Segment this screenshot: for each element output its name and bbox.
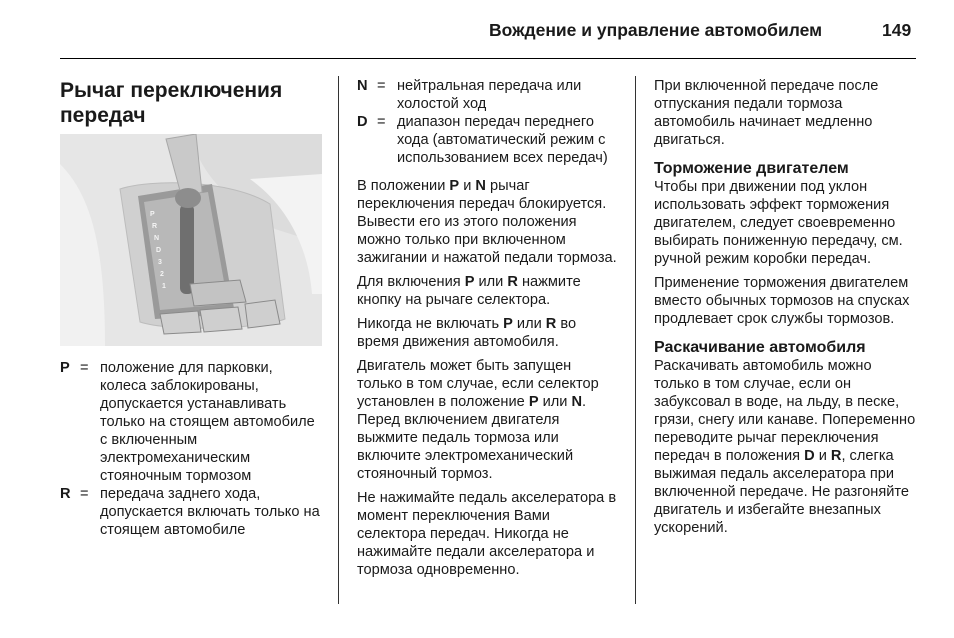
subheading-rocking: Раскачивание автомобиля: [654, 339, 866, 356]
middle-column: [357, 77, 619, 585]
definition-row-p: [60, 359, 322, 485]
paragraph-never: Никогда не включать P или R во время движения автомобиля.: [357, 316, 577, 350]
definition-key: D: [357, 114, 368, 130]
gear-selector-drawing: [60, 134, 322, 346]
running-header-title: Вождение и управление автомобилем: [489, 20, 823, 40]
paragraph-accelerator: Не нажимайте педаль акселератора в момент переключения Вами селектора передач. Никогда не нажимайте педали акселератора и тормоза одновременно.: [357, 490, 617, 578]
definition-text: нейтральная передача или холостой ход: [397, 78, 582, 112]
definition-equals: =: [80, 360, 89, 376]
column-divider-2: [635, 76, 636, 604]
paragraph-rocking: Раскачивать автомобиль можно только в том случае, если он забуксовал в воде, на льду, в песке, грязи, снегу или канаве. Попеременно переводите рычаг переключения передач в положения D и R, слегка выжимая педаль акселератора при включенной передаче. Не разгоняйте двигатель и избегайте внезапных ускорений.: [654, 358, 916, 536]
definition-row-n: [357, 77, 619, 113]
definition-equals: =: [377, 78, 386, 94]
definition-row-r: [60, 485, 322, 539]
definition-text: передача заднего хода, допускается включать только на стоящем автомобиле: [100, 486, 320, 538]
right-column: [654, 77, 916, 543]
header-rule: [60, 58, 916, 59]
definition-key: N: [357, 78, 368, 94]
gear-label-n: N: [154, 235, 160, 242]
gear-label-2: 2: [160, 271, 164, 278]
paragraph-creep: При включенной передаче после отпускания педали тормоза автомобиль начинает медленно двигаться.: [654, 78, 879, 148]
subheading-engine-braking: Торможение двигателем: [654, 160, 849, 177]
gear-label-r: R: [152, 223, 158, 230]
gear-label-3: 3: [158, 259, 162, 266]
page-number: 149: [882, 20, 912, 40]
gear-label-1: 1: [162, 283, 166, 290]
definition-equals: =: [377, 114, 386, 130]
definition-equals: =: [80, 486, 89, 502]
paragraph-engine-braking: Чтобы при движении под уклон использовать эффект торможения двигателем, следует своевременно выбирать пониженную передачу, см. ручной режим коробки передач.: [654, 179, 903, 267]
gear-label-p: P: [150, 211, 155, 218]
definition-key: R: [60, 486, 71, 502]
gear-label-d: D: [156, 247, 162, 254]
definition-key: P: [60, 360, 70, 376]
paragraph-lock: В положении P и N рычаг переключения передач блокируется. Вывести его из этого положения можно только при включенном зажигании и нажатой педали тормоза.: [357, 178, 617, 266]
gear-selector-illustration: [60, 134, 322, 346]
paragraph-button: Для включения P или R нажмите кнопку на рычаге селектора.: [357, 274, 581, 308]
gear-definitions-middle: [357, 77, 619, 167]
column-divider-1: [338, 76, 339, 604]
section-title: Рычаг переключения передач: [60, 79, 283, 127]
paragraph-start: Двигатель может быть запущен только в том случае, если селектор установлен в положение P или N. Перед включением двигателя выжмите педаль тормоза или включите электромеханический стояночный тормоз.: [357, 358, 599, 482]
definition-text: диапазон передач переднего хода (автоматический режим с использованием всех передач): [397, 114, 608, 166]
paragraph-engine-braking-benefit: Применение торможения двигателем вместо обычных тормозов на спусках продлевает срок службы тормозов.: [654, 275, 910, 327]
definition-text: положение для парковки, колеса заблокированы, допускается устанавливать только на стоящем автомобиле с включенным электромеханическим стояночным тормозом: [100, 360, 315, 484]
definition-row-d: [357, 113, 619, 167]
gear-definitions-left: [60, 359, 322, 539]
